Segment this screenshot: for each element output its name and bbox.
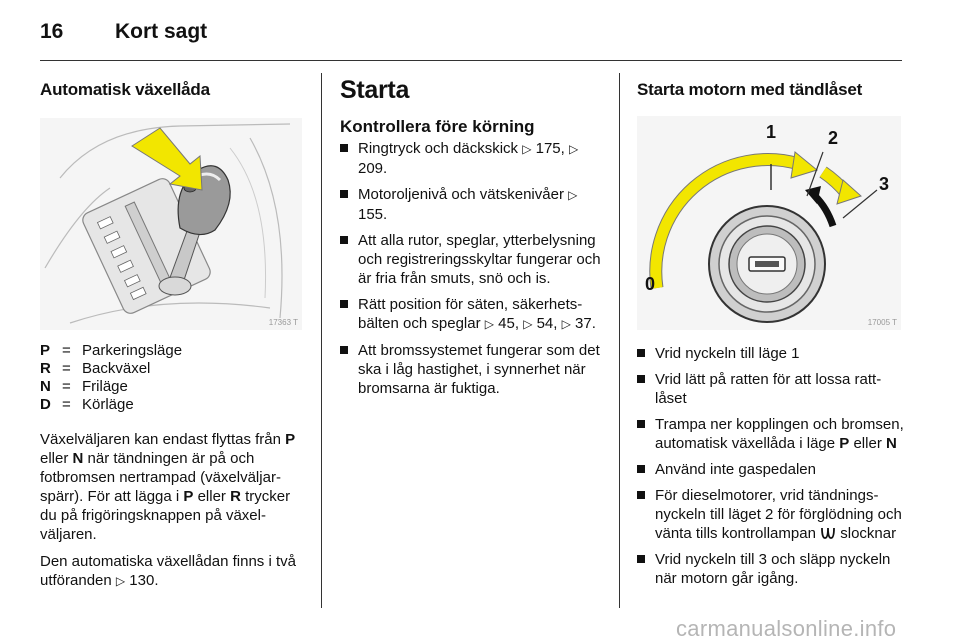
legend-row	[40, 360, 306, 378]
gear-letter: N	[885, 435, 897, 452]
page-ref[interactable]: 130.	[125, 572, 159, 589]
subheading-check-before-driving: Kontrollera före körning	[340, 117, 535, 136]
column-divider-1	[321, 73, 322, 608]
page-ref[interactable]: 175,	[531, 140, 569, 157]
page-number: 16	[40, 20, 64, 43]
glow-plug-lamp-icon	[820, 524, 836, 542]
gear-selector-figure	[40, 118, 302, 330]
page-ref-icon: ▷	[115, 574, 126, 588]
text: Att alla rutor, speglar, ytterbelysning och registreringsskyltar fungerar och är fria från smuts, snö och is.	[358, 232, 601, 287]
page-ref[interactable]: 155.	[358, 206, 388, 223]
list-item	[637, 370, 907, 408]
figure-number: 17005 T	[867, 318, 897, 327]
ignition-position-label: 2	[828, 128, 839, 148]
ignition-position-label: 3	[879, 174, 890, 194]
text: Trampa ner kopplingen och bromsen, automatisk växellåda i läge	[655, 416, 904, 452]
legend-value: Friläge	[82, 378, 128, 395]
bullet-icon	[637, 555, 645, 563]
text: trycker du på frigöringsknappen på växelväljaren.	[40, 488, 291, 543]
text: eller	[849, 435, 886, 452]
ignition-switch-illustration	[637, 116, 901, 330]
page-ref-icon: ▷	[484, 317, 494, 331]
legend-value: Körläge	[82, 396, 134, 413]
header-divider	[40, 60, 902, 61]
legend-row	[40, 342, 306, 360]
gear-letter: R	[230, 488, 241, 505]
bullet-icon	[637, 420, 645, 428]
legend-equals: =	[62, 360, 71, 377]
gear-legend	[40, 342, 306, 414]
ignition-switch-figure	[637, 116, 901, 330]
list-item	[340, 139, 608, 178]
legend-equals: =	[62, 342, 71, 359]
gear-letter: P	[285, 431, 296, 448]
legend-equals: =	[62, 396, 71, 413]
page-ref-icon: ▷	[568, 142, 579, 156]
list-item	[637, 344, 907, 363]
bullet-icon	[637, 465, 645, 473]
watermark: carmanualsonline.info	[676, 616, 897, 641]
page-ref-icon: ▷	[568, 188, 578, 202]
text: slocknar	[836, 525, 897, 542]
legend-row	[40, 396, 306, 414]
ignition-position-label: 1	[766, 122, 777, 142]
pre-drive-checklist	[340, 139, 608, 398]
engine-start-steps	[637, 344, 907, 588]
page-ref-icon: ▷	[561, 317, 571, 331]
text: Ringtryck och däckskick	[358, 140, 523, 157]
list-item	[637, 415, 907, 453]
text: Växelväljaren kan endast flyttas från	[40, 431, 286, 448]
text: Att bromssystemet fungerar som det ska i låg hastighet, i synnerhet när bromsarna är fuktiga.	[358, 342, 600, 397]
list-item	[340, 231, 608, 288]
text: eller	[193, 488, 231, 505]
bullet-icon	[637, 375, 645, 383]
page-header	[0, 0, 960, 60]
bullet-icon	[637, 491, 645, 499]
text: Vrid nyckeln till läge 1	[655, 345, 800, 362]
text: Den automatiska växellådan finns i två utföranden	[40, 553, 296, 589]
column-starta	[340, 70, 608, 405]
text: Vrid nyckeln till 3 och släpp nyckeln när motorn går igång.	[655, 551, 891, 587]
legend-key: P	[40, 342, 51, 359]
legend-equals: =	[62, 378, 71, 395]
bullet-icon	[340, 346, 348, 354]
text: Rätt position för säten, säkerhetsbälten och speglar	[358, 296, 583, 332]
transmission-versions-paragraph	[40, 552, 306, 591]
column-divider-2	[619, 73, 620, 608]
page-ref[interactable]: 54,	[532, 315, 562, 332]
text: eller	[40, 450, 73, 467]
bullet-icon	[340, 190, 348, 198]
list-item	[340, 341, 608, 398]
section-heading-start-engine: Starta motorn med tändlåset	[637, 80, 863, 99]
text: Vrid lätt på ratten för att lossa rattlåset	[655, 371, 882, 407]
column-automatic-transmission	[40, 70, 306, 591]
bullet-icon	[637, 349, 645, 357]
list-item	[637, 550, 907, 588]
page-ref[interactable]: 37.	[570, 315, 596, 332]
section-heading-automatic-transmission: Automatisk växellåda	[40, 80, 210, 99]
text: när tändningen är på och fotbromsen nertrampad (växelväljarspärr). För att lägga i	[40, 450, 281, 505]
legend-value: Parkeringsläge	[82, 342, 183, 359]
bullet-icon	[340, 144, 348, 152]
list-item	[637, 460, 907, 479]
list-item	[637, 486, 907, 543]
bullet-icon	[340, 236, 348, 244]
legend-row	[40, 378, 306, 396]
figure-number: 17363 T	[268, 318, 298, 327]
page-ref[interactable]: 45,	[494, 315, 524, 332]
column-start-engine	[637, 70, 907, 595]
gear-letter: N	[72, 450, 84, 467]
ignition-position-label: 0	[645, 274, 656, 294]
page-ref[interactable]: 209.	[358, 160, 388, 177]
page-ref-icon: ▷	[523, 317, 533, 331]
legend-value: Backväxel	[82, 360, 151, 377]
text: Använd inte gaspedalen	[655, 461, 816, 478]
page-ref-icon: ▷	[522, 142, 532, 156]
gear-selector-paragraph	[40, 430, 306, 544]
section-heading-starta: Starta	[340, 76, 410, 104]
text: Motoroljenivå och vätskenivåer	[358, 186, 569, 203]
text: För dieselmotorer, vrid tändningsnyckeln till läget 2 för förglödning och vänta tills kontrollampan	[655, 487, 902, 542]
list-item	[340, 185, 608, 224]
list-item	[340, 295, 608, 334]
gear-letter: P	[839, 435, 850, 452]
page-title: Kort sagt	[115, 20, 208, 43]
gear-letter: P	[183, 488, 194, 505]
bullet-icon	[340, 300, 348, 308]
legend-key: R	[40, 360, 51, 377]
legend-key: D	[40, 396, 51, 413]
legend-key: N	[40, 378, 51, 395]
gear-selector-illustration	[40, 118, 302, 330]
